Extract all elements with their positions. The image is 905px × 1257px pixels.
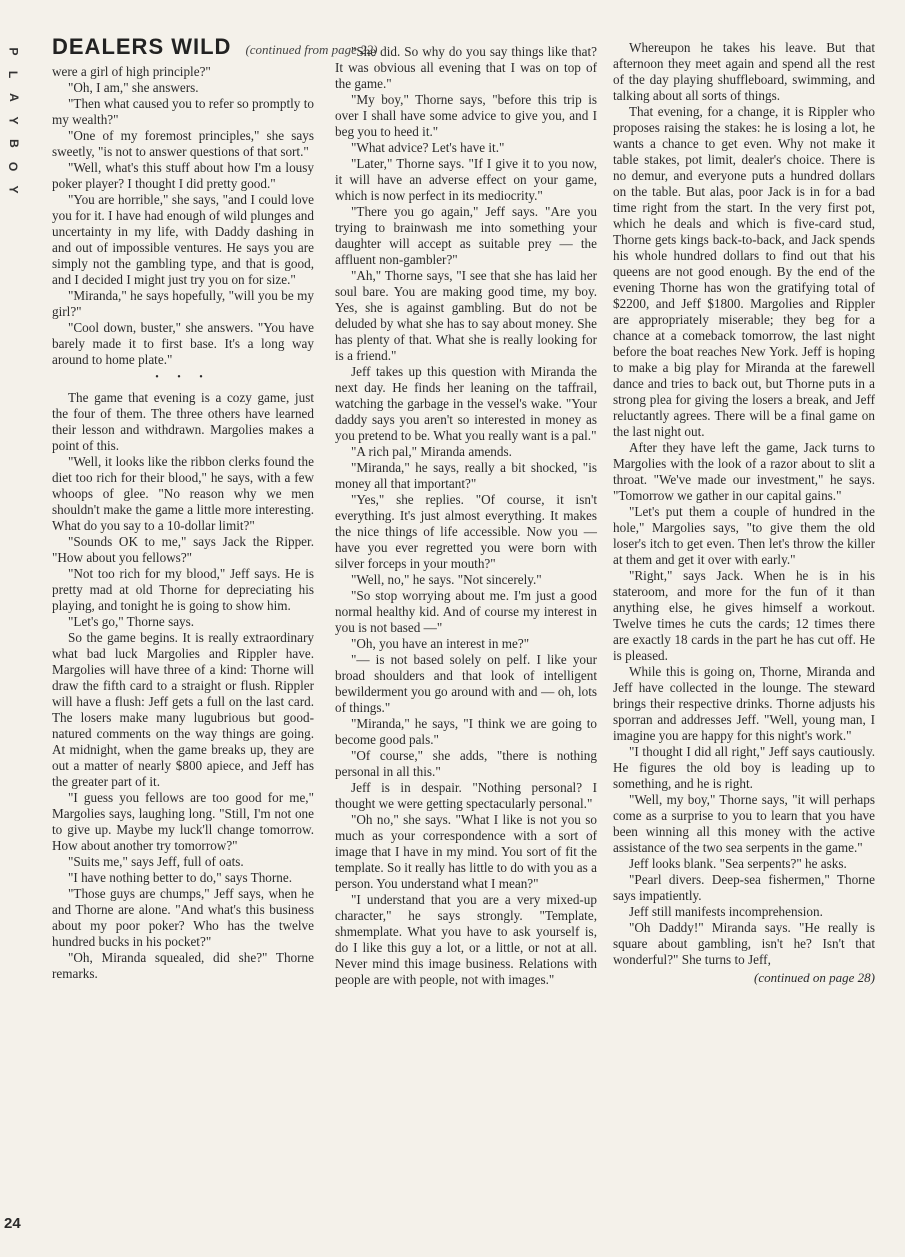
text-column-2 <box>335 44 597 988</box>
paragraph: "So stop worrying about me. I'm just a good normal healthy kid. And of course my interest in you is not based —" <box>335 588 597 635</box>
paragraph: "Let's put them a couple of hundred in the hole," Margolies says, "to give them the old loser's itch to get even. Then let's throw the killer at them and get it over with early." <box>613 504 875 567</box>
paragraph: Jeff still manifests incomprehension. <box>629 904 823 919</box>
paragraph: "Let's go," Thorne says. <box>68 614 195 629</box>
paragraph: After they have left the game, Jack turns to Margolies with the look of a razor about to slit a throat. "We've made our investment," he says. "Tomorrow we gather in our capital gains." <box>613 440 875 503</box>
magazine-sidebar <box>6 42 20 199</box>
paragraph: "Miranda," he says hopefully, "will you be my girl?" <box>52 288 314 319</box>
paragraph: "Right," says Jack. When he is in his stateroom, and more for the fun of it than anything else, he gives himself a workout. Twelve times he cuts the cards; 12 times there are exactly 18 cards in the part he has cut off. He is pleased. <box>613 568 875 663</box>
section-break: • • • <box>155 372 211 383</box>
text-column-3 <box>613 40 875 986</box>
paragraph: "Oh Daddy!" Miranda says. "He really is square about gambling, isn't he? Isn't that wonderful?" She turns to Jeff, <box>613 920 875 967</box>
paragraph: "I guess you fellows are too good for me," Margolies says, laughing long. "Still, I'm not one to give up. Maybe my luck'll change tomorrow. How about another try tomorrow?" <box>52 790 314 853</box>
paragraph: "Later," Thorne says. "If I give it to you now, it will have an adverse effect on your game, which is now perfect in its mediocrity." <box>335 156 597 203</box>
paragraph: "Ah," Thorne says, "I see that she has laid her soul bare. You are making good time, my boy. Yes, she is against gambling. But do not be deluded by what she has to say about money. She has plenty of that. What she is really looking for is a friend." <box>335 268 597 363</box>
paragraph: "My boy," Thorne says, "before this trip is over I shall have some advice to give you, and I beg you to heed it." <box>335 92 597 139</box>
paragraph: "Yes," she replies. "Of course, it isn't everything. It's just almost everything. It makes the nice things of life accessible. Now you — have you ever regretted you were born with silver forceps in your mouth?" <box>335 492 597 571</box>
sidebar-letter: A <box>6 93 21 102</box>
paragraph: "One of my foremost principles," she says sweetly, "is not to answer questions of that sort." <box>52 128 314 159</box>
paragraph: "There you go again," Jeff says. "Are you trying to brainwash me into something your daughter will accept as suitable prey — the affluent non-gambler?" <box>335 204 597 267</box>
sidebar-letter: O <box>6 161 21 172</box>
paragraph: "A rich pal," Miranda amends. <box>351 444 512 459</box>
paragraph: "You are horrible," she says, "and I could love you for it. I have had enough of wild plunges and uncertainty in my life, with Daddy dashing in and out of impossible ventures. He says you are simply not the gambling type, and that is good, and I decided I might just try you on for size." <box>52 192 314 287</box>
sidebar-letter: Y <box>6 116 21 125</box>
paragraph: Whereupon he takes his leave. But that afternoon they meet again and spend all the rest of the day playing shuffleboard, swimming, and talking about all sorts of things. <box>613 40 875 103</box>
paragraph: Jeff is in despair. "Nothing personal? I thought we were getting spectacularly personal." <box>335 780 597 811</box>
paragraph: "Well, no," he says. "Not sincerely." <box>351 572 542 587</box>
paragraph: "Cool down, buster," she answers. "You have barely made it to first base. It's a long way around to home plate." <box>52 320 314 367</box>
sidebar-letter: B <box>6 139 21 148</box>
paragraph: "Sounds OK to me," says Jack the Ripper. "How about you fellows?" <box>52 534 314 565</box>
article-title: DEALERS WILD <box>52 34 232 59</box>
paragraph: "Not too rich for my blood," Jeff says. He is pretty mad at old Thorne for depreciating his playing, and tonight he is going to show him. <box>52 566 314 613</box>
paragraph: "Oh, I am," she answers. <box>68 80 199 95</box>
paragraph: "Miranda," he says, "I think we are going to become good pals." <box>335 716 597 747</box>
paragraph: "Well, it looks like the ribbon clerks found the diet too rich for their blood," he says, with a few whoops of glee. "No reason why we men shouldn't make the game a little more interesting. What do you say to a 10-dollar limit?" <box>52 454 314 533</box>
paragraph: Jeff looks blank. "Sea serpents?" he asks. <box>629 856 847 871</box>
paragraph: "Those guys are chumps," Jeff says, when he and Thorne are alone. "And what's this business about my poor poker? Who has the twelve hundred bucks in his pocket?" <box>52 886 314 949</box>
paragraph: "Oh, you have an interest in me?" <box>351 636 530 651</box>
paragraph: "I understand that you are a very mixed-up character," he says strongly. "Template, shmemplate. What you have to ask yourself is, do I like this guy a lot, or a little, or not at all. Never mind this image business. Relations with people are with people, not with images." <box>335 892 597 987</box>
paragraph: So the game begins. It is really extraordinary what bad luck Margolies and Rippler have. Margolies will have three of a kind: Thorne will draw the fifth card to a straight or flush. Rippler will have a flush: Jeff gets a full on the last card. The losers make many lugubrious but good-natured comments on the way things are going. At midnight, when the game breaks up, they are out a matter of nearly $800 apiece, and Jeff has the greater part of it. <box>52 630 314 789</box>
paragraph: That evening, for a change, it is Rippler who proposes raising the stakes: he is losing a lot, he wants a chance to get even. Why not make it table stakes, pot limit, dealer's choice. There is no demur, and everyone puts a hundred dollars on the table. But alas, poor Jack is in for a bad time right from the start. In the very first pot, which he deals and which is five-card stud, Thorne gets kings back-to-back, and Jack spends his whole hundred dollars to find out that his queens are not good enough. By the end of the evening Thorne has won the gratifying total of $2200, and Jeff $1800. Margolies and Rippler are appropriately miserable; they beg for a chance at a comeback tomorrow, the last night before the boat reaches New York. Jeff is hoping to make a big play for Miranda at the farewell dance and tries to back out, but Thorne puts in a strong plea for giving the losers a break, and Jeff reluctantly agrees. There will be a final game on the last night out. <box>613 104 875 439</box>
paragraph: "I have nothing better to do," says Thorne. <box>68 870 293 885</box>
paragraph: The game that evening is a cozy game, just the four of them. The three others have learned their lesson and withdrawn. Margolies makes a point of this. <box>52 390 314 453</box>
paragraph: "She did. So why do you say things like that? It was obvious all evening that I was on top of the game." <box>335 44 597 91</box>
paragraph: "Then what caused you to refer so promptly to my wealth?" <box>52 96 314 127</box>
article-header <box>52 34 377 60</box>
sidebar-letter: P <box>6 47 21 56</box>
paragraph: Jeff takes up this question with Miranda the next day. He finds her leaning on the taffrail, watching the garbage in the vessel's wake. "Your daddy says you aren't so interested in money as you pretend to be. What you really want is a pal." <box>335 364 597 443</box>
paragraph: "Well, what's this stuff about how I'm a lousy poker player? I thought I did pretty good." <box>52 160 314 191</box>
sidebar-letter: Y <box>6 185 21 194</box>
paragraph: "Of course," she adds, "there is nothing personal in all this." <box>335 748 597 779</box>
page-number: 24 <box>4 1215 21 1232</box>
paragraph: "Well, my boy," Thorne says, "it will perhaps come as a surprise to you to learn that you have been winning all this money with the active assistance of the two sea serpents in the game." <box>613 792 875 855</box>
continued-from: (continued from page 22) <box>245 42 378 57</box>
paragraph: "— is not based solely on pelf. I like your broad shoulders and that look of intelligent bewilderment you go around with and — oh, lots of things." <box>335 652 597 715</box>
continued-on: (continued on page 28) <box>754 970 875 985</box>
paragraph: "Oh, Miranda squealed, did she?" Thorne remarks. <box>52 950 314 981</box>
sidebar-letter: L <box>6 70 21 79</box>
paragraph: "Pearl divers. Deep-sea fishermen," Thorne says impatiently. <box>613 872 875 903</box>
paragraph: "Oh no," she says. "What I like is not you so much as your correspondence with a sort of image that I have in my mind. You sort of fit the template. So it really has little to do with you as a person. You understand what I mean?" <box>335 812 597 891</box>
text-column-1 <box>52 64 314 982</box>
paragraph: "I thought I did all right," Jeff says cautiously. He figures the old boy is leading up to something, and he is right. <box>613 744 875 791</box>
paragraph: "What advice? Let's have it." <box>351 140 505 155</box>
paragraph: While this is going on, Thorne, Miranda and Jeff have collected in the lounge. The steward brings their respective drinks. Thorne adjusts his sporran and addresses Jeff. "Well, young man, I imagine you are happy for this night's work." <box>613 664 875 743</box>
paragraph: were a girl of high principle?" <box>52 64 211 79</box>
paragraph: "Suits me," says Jeff, full of oats. <box>68 854 244 869</box>
paragraph: "Miranda," he says, really a bit shocked, "is money all that important?" <box>335 460 597 491</box>
